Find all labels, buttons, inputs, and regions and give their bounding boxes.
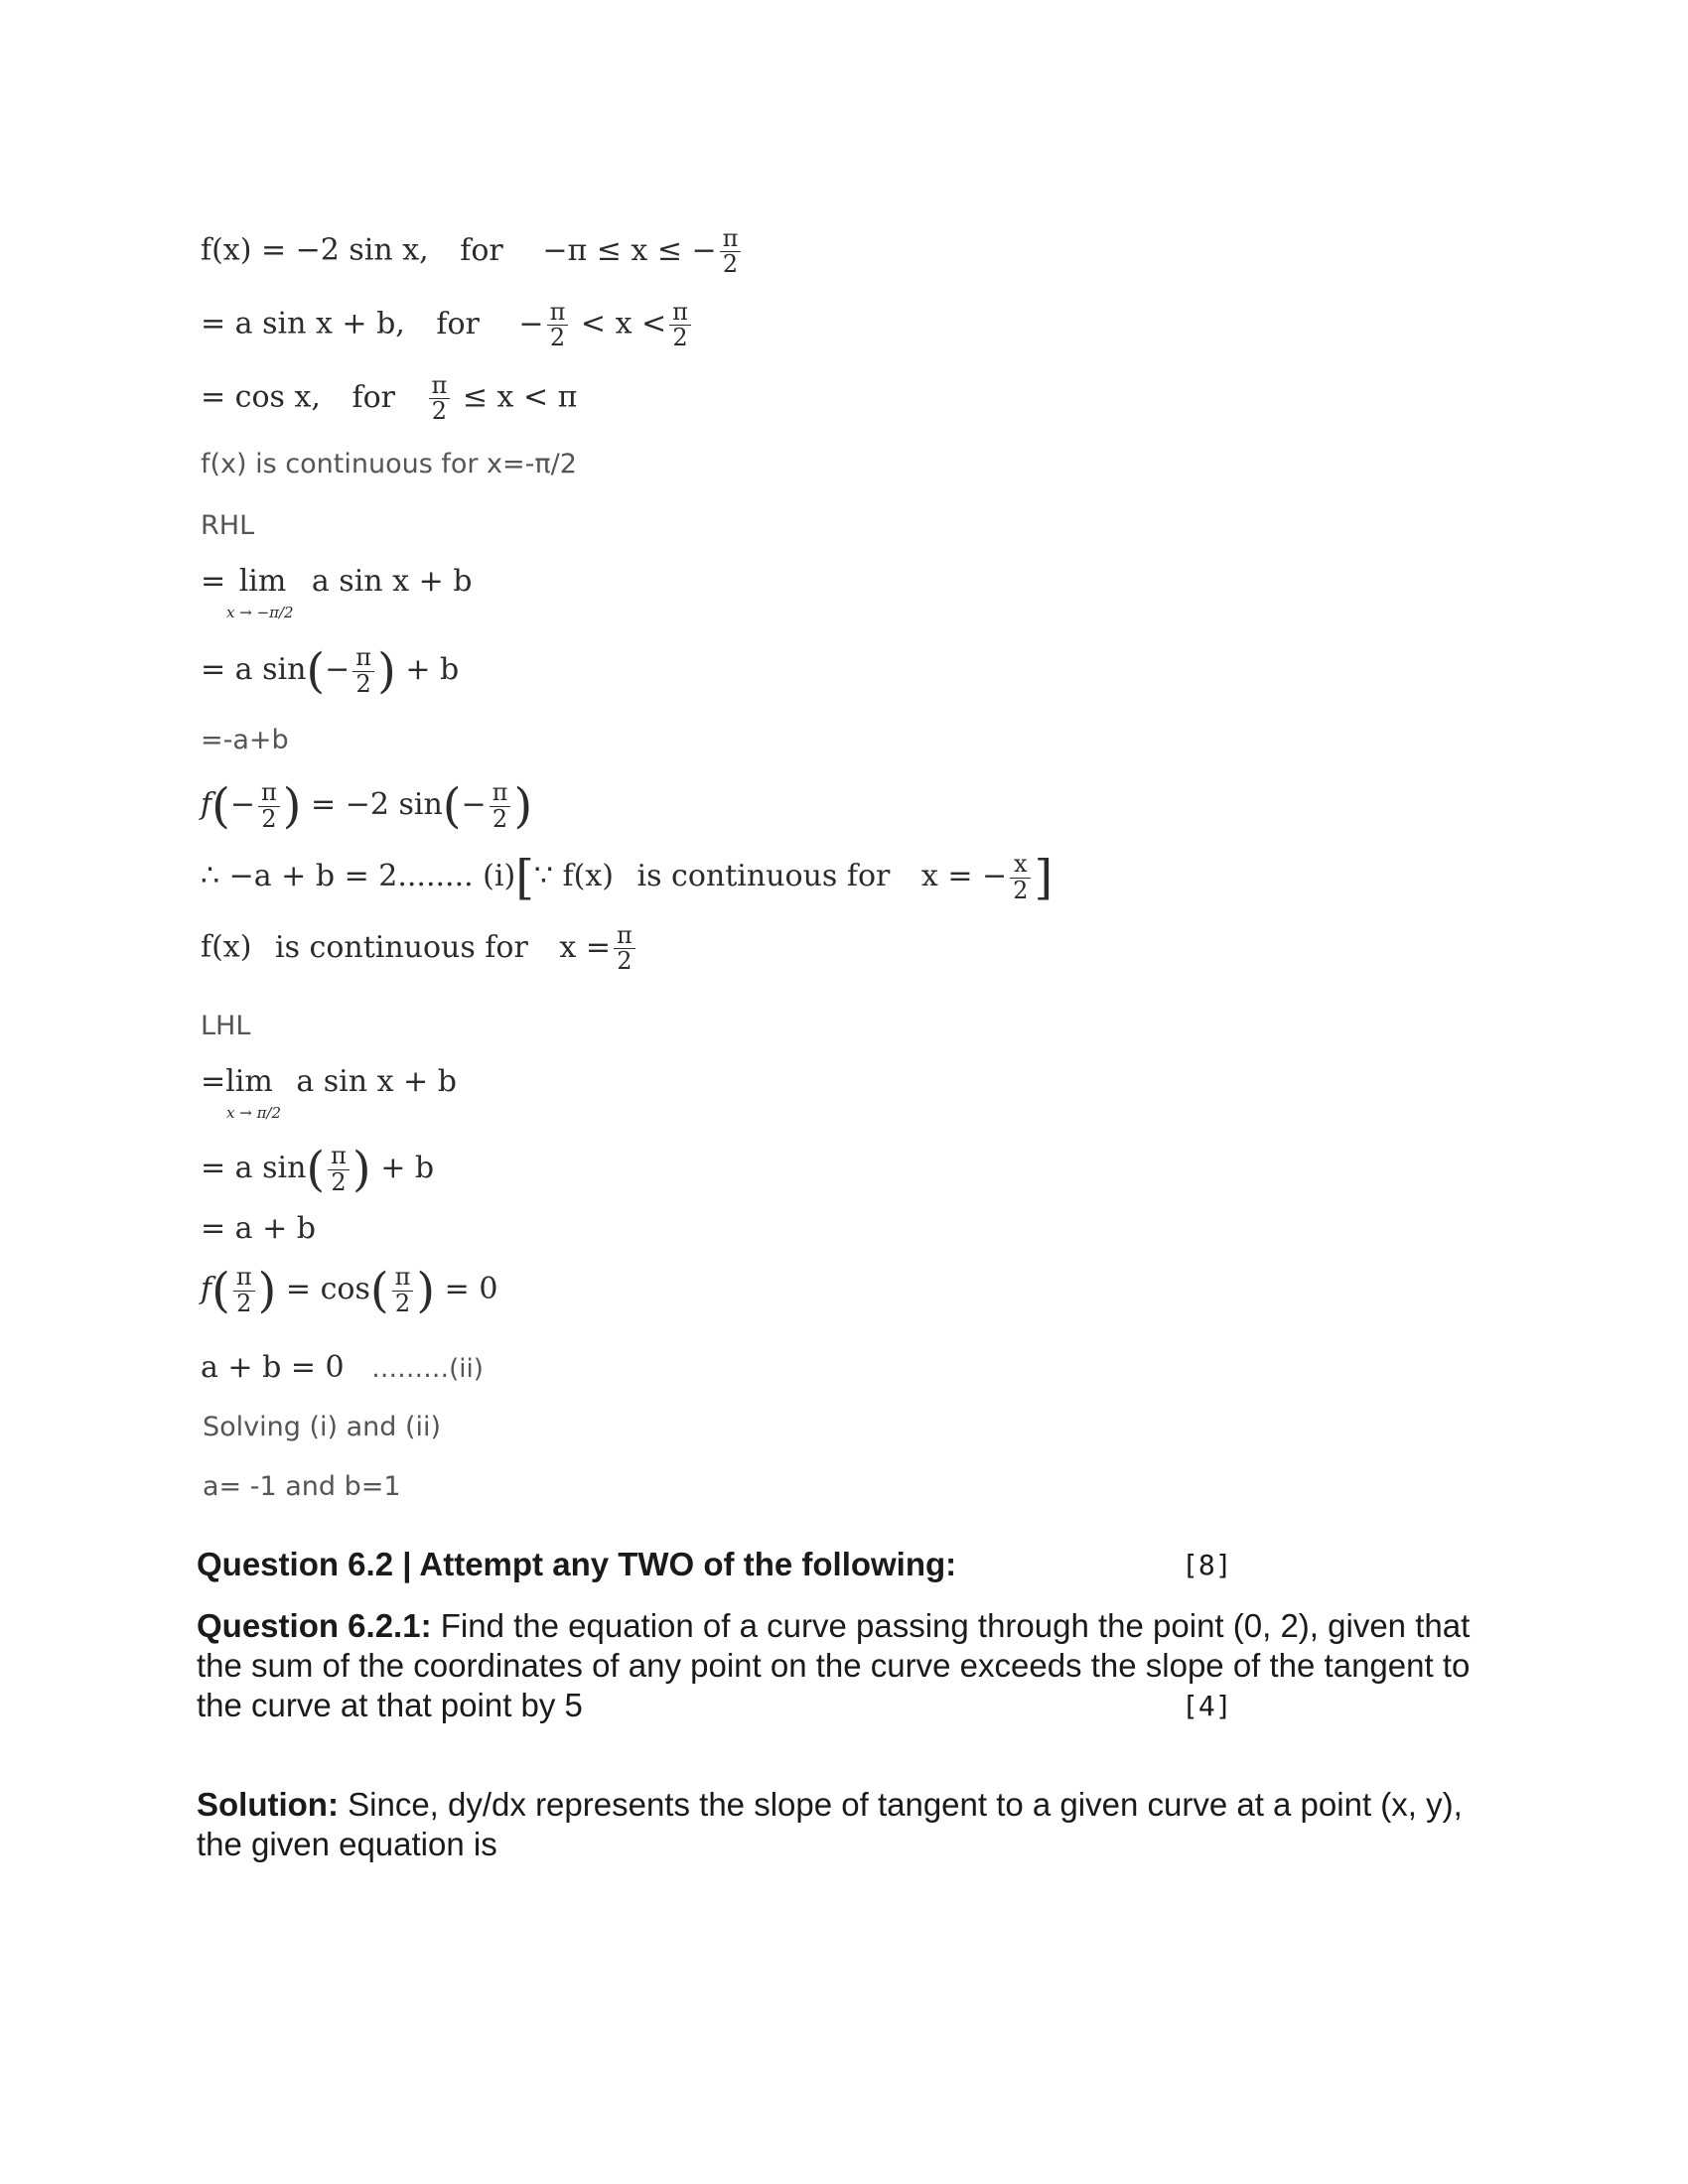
piecewise-3-condition: ≤ x < π [462,379,578,415]
piecewise-line-3 [201,373,577,424]
solution-line-1: Solution: Since, dy/dx represents the slope of tangent to a given curve at a point (x, y), [197,1786,1463,1823]
lhl-limit-subscript: x → π/2 [226,1104,282,1122]
fraction-pi-over-2: $\frac{\pi}{2}$ [233,1265,255,1315]
final-answer: a= -1 and b=1 [203,1471,401,1502]
fraction-pi-over-2: $\frac{\pi}{2}$ [669,300,691,350]
fraction-pi-over-2: $\frac{\pi}{2}$ [392,1265,414,1315]
rhl-substitution: = a sin(− $\frac{\pi}{2}$ ) + b [201,643,460,699]
fraction-pi-over-2: $\frac{\pi}{2}$ [352,645,374,696]
fraction-pi-over-2: $\frac{\pi}{2}$ [720,226,742,277]
fraction-pi-over-2: $\frac{\pi}{2}$ [429,373,451,424]
fraction-x-over-2: $\frac{x}{2}$ [1010,852,1031,902]
question-6-2-1-line-3: the curve at that point by 5 [197,1687,583,1723]
fraction-pi-over-2: $\frac{\pi}{2}$ [490,780,511,831]
piecewise-1-lhs: f(x) = −2 sin x, [201,232,429,268]
solution-line-2: the given equation is [197,1826,497,1862]
question-marks: [8] [1182,1549,1232,1581]
piecewise-2-for: for [436,306,480,341]
question-heading: Question 6.2 | Attempt any TWO of the following: [197,1546,957,1582]
rhl-expression: a sin x + b [311,564,473,599]
solution-label: Solution: [197,1786,339,1823]
lim-operator: lim [225,1064,273,1099]
question-6-2-1-marks: [4] [1182,1690,1232,1722]
continuity-note: f(x) is continuous for x=-π/2 [201,449,577,479]
fraction-pi-over-2: $\frac{\pi}{2}$ [328,1144,350,1194]
piecewise-line-1 [201,226,744,277]
fraction-pi-over-2: $\frac{\pi}{2}$ [258,780,280,831]
f-at-minus-pi-over-2: f(− $\frac{\pi}{2}$ ) = −2 sin(− $\frac{\pi}{2}$ ) [201,778,533,834]
rhl-result: =-a+b [201,725,289,755]
piecewise-1-condition: −π ≤ x ≤ − [542,232,717,268]
question-6-2-1-line-2: the sum of the coordinates of any point on the curve exceeds the slope of the tangent to [197,1647,1471,1684]
piecewise-1-for: for [460,232,503,268]
piecewise-2-condition: < x < [580,306,667,341]
continuity-at-pi-over-2: f(x) is continuous for x = $\frac{\pi}{2}$ [201,923,638,974]
equation-ii: a + b = 0 ………(ii) [201,1350,484,1385]
piecewise-3-for: for [352,379,395,415]
f-at-pi-over-2: f( $\frac{\pi}{2}$ ) = cos( $\frac{\pi}{2}$ ) = 0 [201,1263,498,1318]
lhl-substitution: = a sin( $\frac{\pi}{2}$ ) + b [201,1142,435,1197]
equation-i: ∴ −a + b = 2........ (i)[∵ f(x) is continuous for x = − $\frac{x}{2}$ ] [201,850,1054,905]
lhl-limit: =lim a sin x + b [201,1064,457,1099]
rhl-limit-subscript: x → −π/2 [226,604,294,621]
question-6-2-1-line-1: Question 6.2.1: Find the equation of a curve passing through the point (0, 2), given that [197,1607,1471,1644]
solving-note: Solving (i) and (ii) [203,1412,442,1442]
lim-operator: lim [238,564,287,599]
fraction-pi-over-2: $\frac{\pi}{2}$ [614,923,635,974]
lhl-result: = a + b [201,1211,316,1246]
lhl-label: LHL [201,1011,251,1041]
question-label: Question 6.2.1: [197,1607,432,1644]
lhl-expression: a sin x + b [296,1064,457,1099]
piecewise-3-lhs: = cos x, [201,379,321,415]
rhl-limit: = lim a sin x + b [201,564,473,599]
piecewise-2-lhs: = a sin x + b, [201,306,405,341]
rhl-label: RHL [201,510,255,541]
piecewise-line-2: = a sin x + b, for − $\frac{\pi}{2}$ < x < $\frac{\pi}{2}$ [201,300,694,350]
fraction-pi-over-2: $\frac{\pi}{2}$ [547,300,569,350]
